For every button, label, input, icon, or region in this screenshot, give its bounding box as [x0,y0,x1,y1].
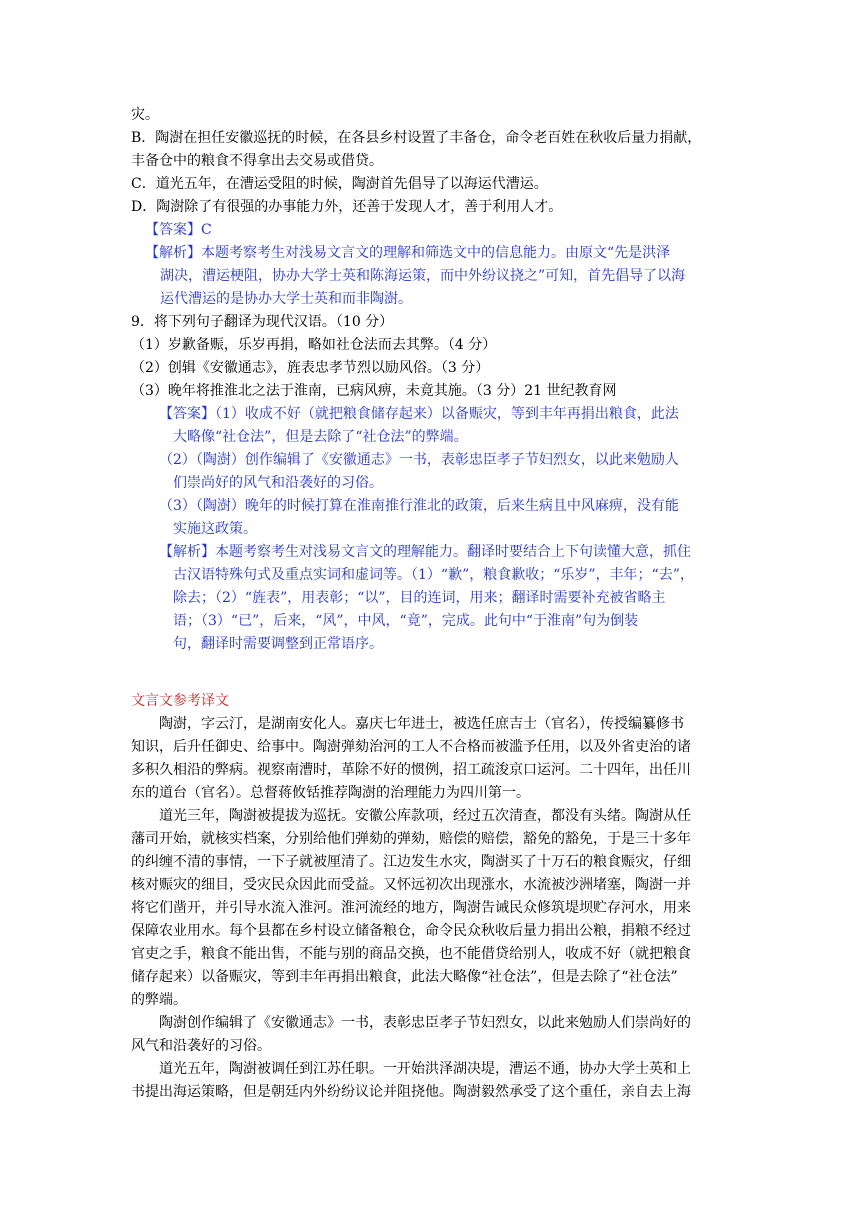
q9-answer-3-line2: 实施这政策。 [173,521,257,537]
q9-sentence-3: （3）晚年将推淮北之法于淮南，已病风痹，未竟其施。（3 分）21 世纪教育网 [131,383,617,399]
q9-answer-2-line2: 们崇尚好的风气和沿袭好的习俗。 [173,475,383,491]
q9-analysis-line2: 古汉语特殊句式及重点实词和虚词等。（1）“歉”，粮食歉收；“乐岁”，丰年；“去”， [173,567,694,583]
q9-analysis-line3: 除去；（2）“旌表”，用表彰；“以”，目的连词，用来；翻译时需要补充被省略主 [173,590,666,606]
translation-p1-line1: 陶澍，字云汀，是湖南安化人。嘉庆七年进士，被选任庶吉士（官名），传授编纂修书 [159,716,684,732]
translation-p2-line4: 核对赈灾的细目，受灾民众因此而受益。又怀远初次出现涨水，水流被沙洲堵塞，陶澍一并 [131,877,691,893]
translation-p2-line3: 的纠缠不清的事情，一下子就被厘清了。江边发生水灾，陶澍买了十万石的粮食赈灾，仔细 [131,854,691,870]
translation-p1-line3: 多积久相沿的弊病。视察南漕时，革除不好的惯例，招工疏浚京口运河。二十四年，出任川 [131,762,691,778]
q9-answer-3-line1: （3）（陶澍）晚年的时候打算在淮南推行淮北的政策，后来生病且中风麻痹，没有能 [159,498,679,514]
translation-p2-line7: 官吏之手，粮食不能出售，不能与别的商品交换，也不能借贷给别人，收成不好（就把粮食 [131,946,691,962]
answer-value: C [201,222,212,238]
translation-heading: 文言文参考译文 [131,693,229,709]
translation-p1-line4: 东的道台（官名）。总督蒋攸铦推荐陶澍的治理能力为四川第一。 [131,785,530,801]
translation-p2-line9: 的弊端。 [131,992,187,1008]
q9-analysis-line4: 语；（3）“已”，后来，“风”，中风，“竟”，完成。此句中“于淮南”句为倒装 [173,613,639,629]
translation-p3-line1: 陶澍创作编辑了《安徽通志》一书，表彰忠臣孝子节妇烈女，以此来勉励人们崇尚好的 [159,1015,691,1031]
analysis-tag: 【解析】 [145,245,201,261]
translation-p2-line5: 将它们凿开，并引导水流入淮河。淮河流经的地方，陶澍告诫民众修筑堤坝贮存河水，用来 [131,900,691,916]
analysis-text: 本题考察考生对浅易文言文的理解和筛选文中的信息能力。由原文“先是洪泽 [201,245,671,261]
q8-analysis-line3: 运代漕运的是协办大学士英和而非陶澍。 [160,291,412,307]
translation-p1-line2: 知识，后升任御史、给事中。陶澍弹劾治河的工人不合格而被滥予任用，以及外省吏治的诸 [131,739,691,755]
q8-option-b-line2: 丰备仓中的粮食不得拿出去交易或借贷。 [131,153,383,169]
analysis-tag: 【解析】 [159,544,215,560]
translation-p2-line2: 藩司开始，就核实档案，分别给他们弹劾的弹劾，赔偿的赔偿，豁免的豁免，于是三十多年 [131,831,691,847]
q9-answer-1-line2: 大略像“社仓法”，但是去除了“社仓法”的弊端。 [173,429,468,445]
translation-p4-line2: 书提出海运策略，但是朝廷内外纷纷议论并阻挠他。陶澍毅然承受了这个重任，亲自去上海 [131,1084,691,1100]
answer-tag: 【答案】 [159,406,215,422]
q9-analysis-line1 [159,541,691,563]
q9-analysis-line5: 句，翻译时需要调整到正常语序。 [173,636,383,652]
q8-option-b-line1: B．陶澍在担任安徽巡抚的时候，在各县乡村设置了丰备仓，命令老百姓在秋收后量力捐献， [131,130,702,146]
translation-p2-line8: 储存起来）以备赈灾，等到丰年再捐出粮食，此法大略像“社仓法”，但是去除了“社仓法” [131,969,678,985]
answer-text: （1）收成不好（就把粮食储存起来）以备赈灾，等到丰年再捐出粮食，此法 [215,406,679,422]
translation-p2-line1: 道光三年，陶澍被提拔为巡抚。安徽公库款项，经过五次清查，都没有头绪。陶澍从任 [159,808,691,824]
q8-continuation: 灾。 [131,107,159,123]
translation-p2-line6: 保障农业用水。每个县都在乡村设立储备粮仓，命令民众秋收后量力捐出公粮，捐粮不经过 [131,923,691,939]
q8-option-c: C．道光五年，在漕运受阻的时候，陶澍首先倡导了以海运代漕运。 [131,176,548,192]
q8-analysis-line2: 湖决，漕运梗阻，协办大学士英和陈海运策，而中外纷议挠之”可知，首先倡导了以海 [160,268,686,284]
q9-answer-2-line1: （2）（陶澍）创作编辑了《安徽通志》一书，表彰忠臣孝子节妇烈女，以此来勉励人 [159,452,679,468]
q9-sentence-2: （2）创辑《安徽通志》，旌表忠孝节烈以励风俗。（3 分） [131,360,490,376]
answer-tag: 【答案】 [145,222,201,238]
analysis-text: 本题考察考生对浅易文言文的理解能力。翻译时要结合上下句读懂大意，抓住 [215,544,691,560]
translation-p3-line2: 风气和沿袭好的习俗。 [131,1038,271,1054]
q9-answer-1-line1 [159,403,679,425]
translation-p4-line1: 道光五年，陶澍被调任到江苏任职。一开始洪泽湖决堤，漕运不通，协办大学士英和上 [159,1061,691,1077]
q9-sentence-1: （1）岁歉备赈，乐岁再捐，略如社仓法而去其弊。（4 分） [131,337,497,353]
q8-answer [145,219,212,241]
q8-analysis-line1 [145,242,670,264]
q9-title: 9．将下列句子翻译为现代汉语。（10 分） [131,314,394,330]
q8-option-d: D．陶澍除了有很强的办事能力外，还善于发现人才，善于利用人才。 [131,199,563,215]
